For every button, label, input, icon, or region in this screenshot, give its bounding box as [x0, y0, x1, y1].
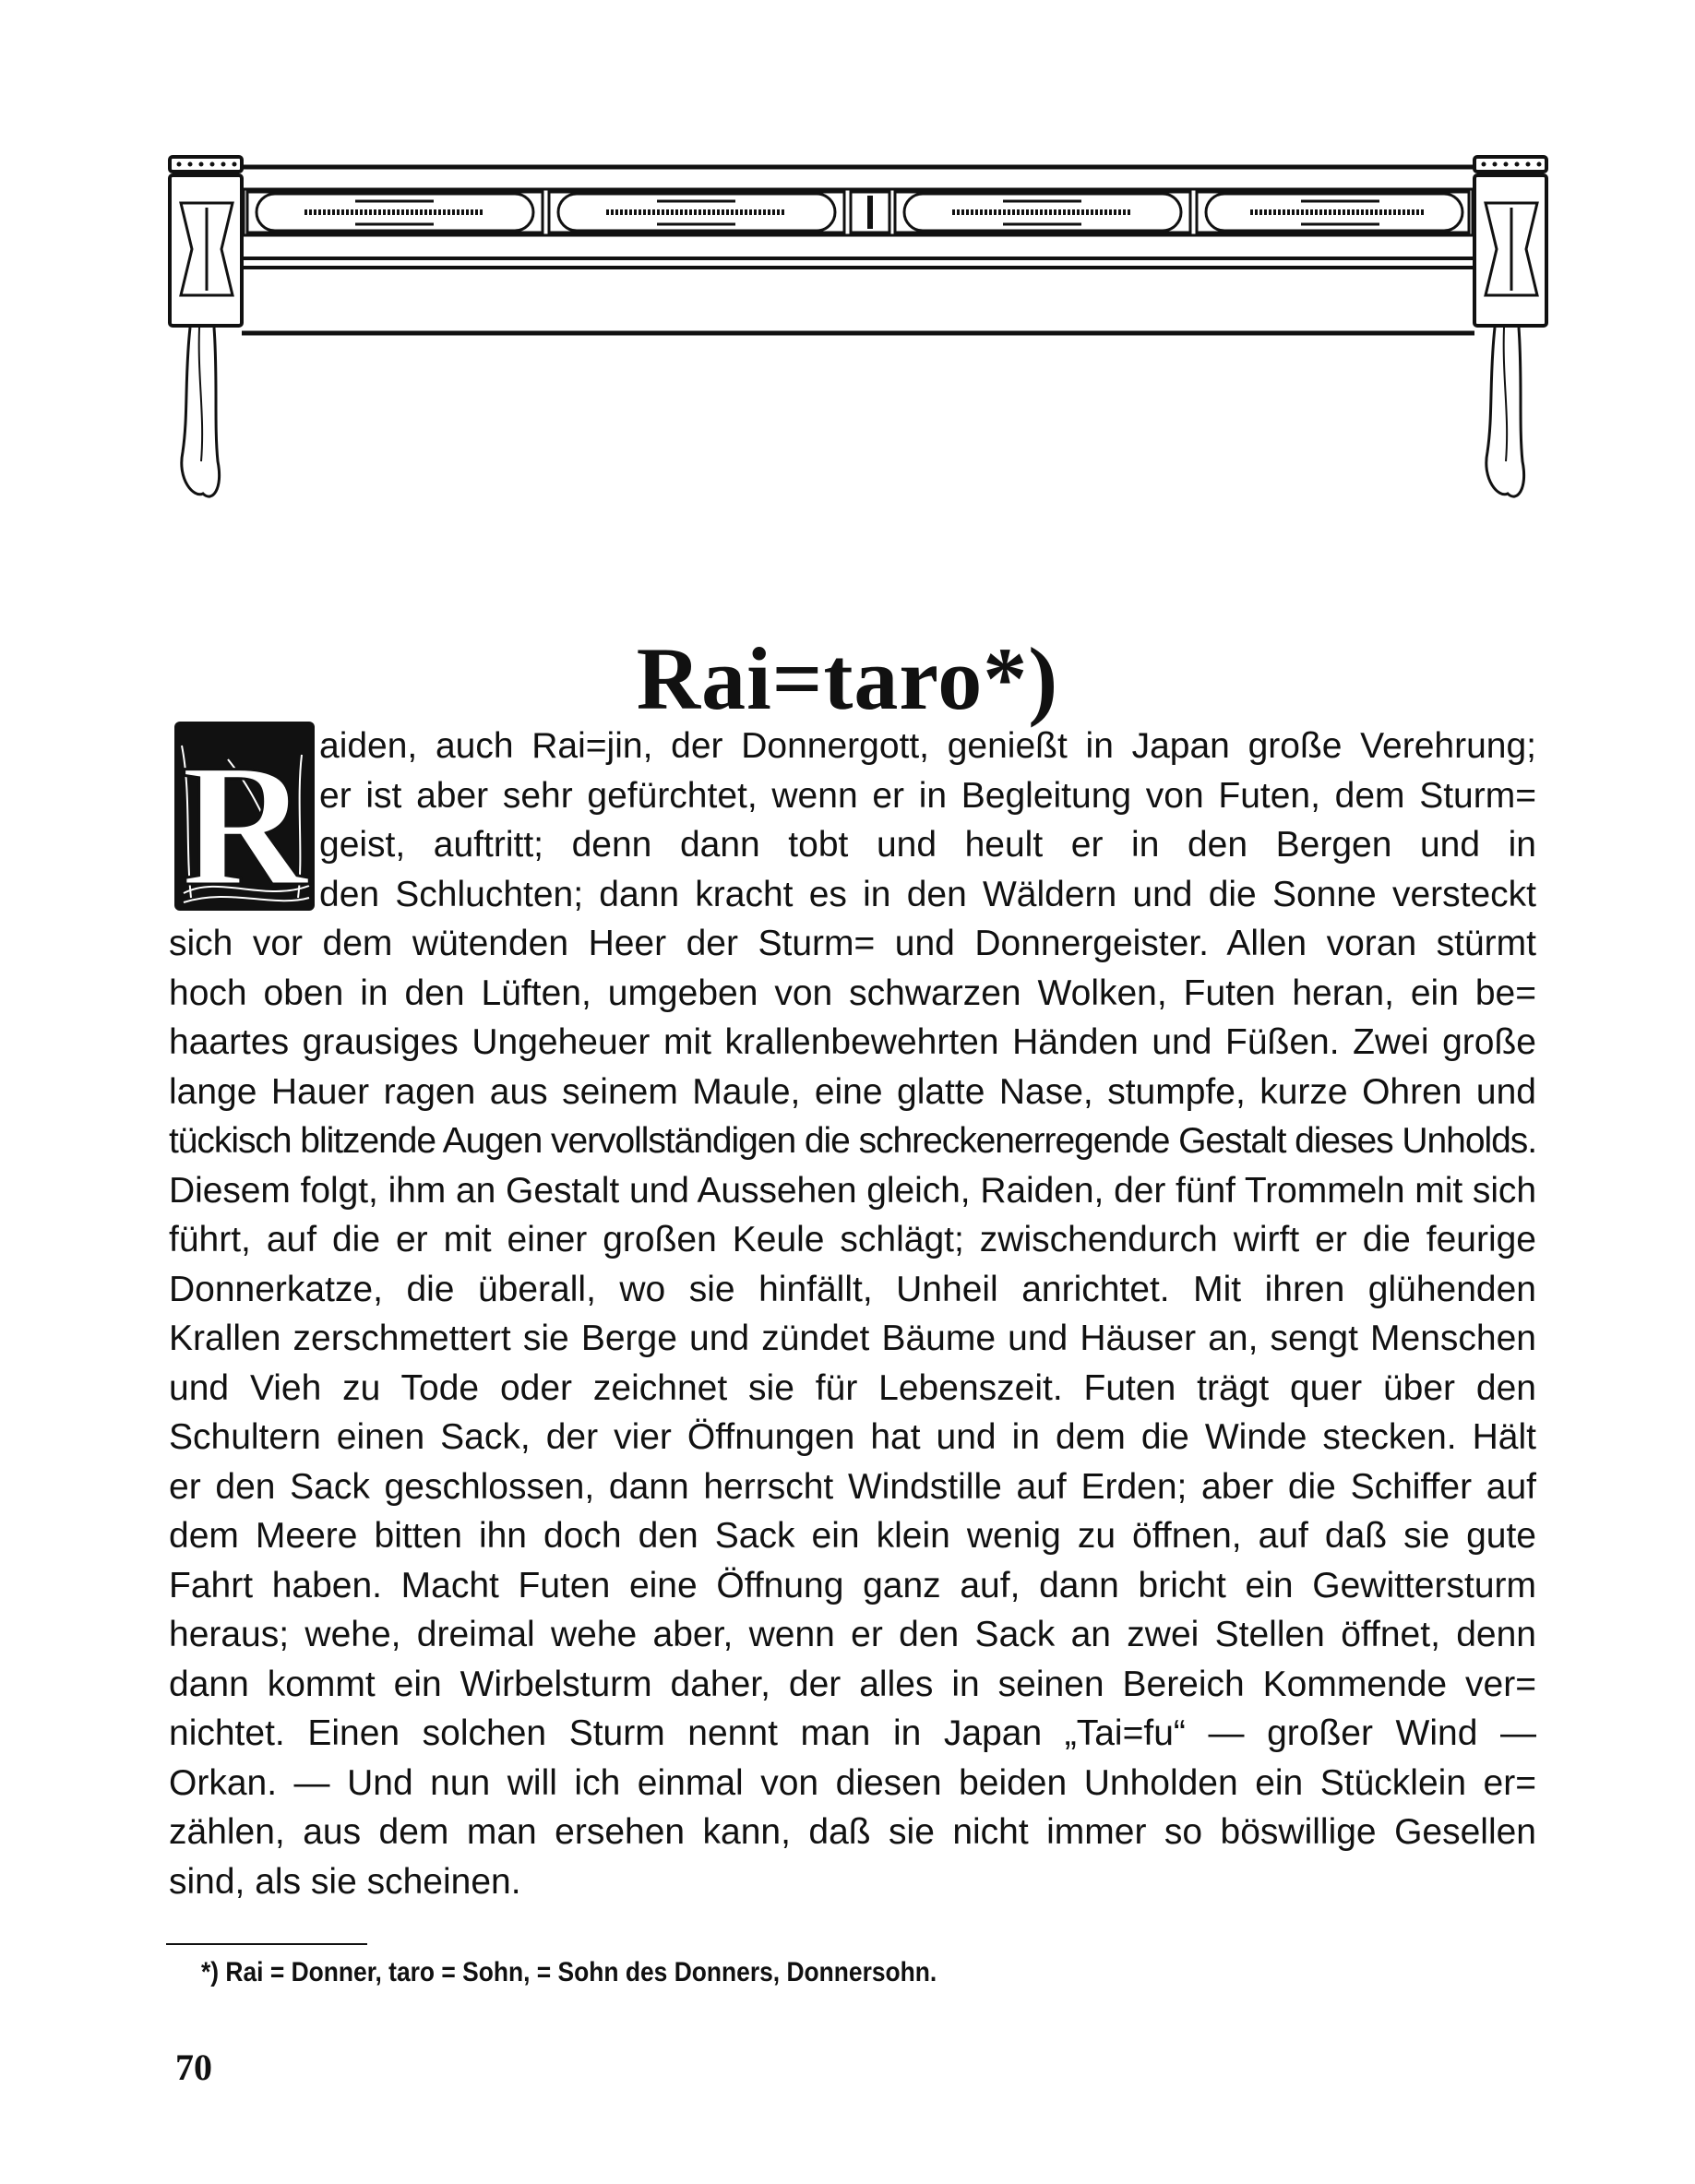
- center-block: [851, 192, 889, 233]
- text-line: Donnerkatze, die überall, wo sie hinfällt, Unheil anrichtet. Mit ihren glühenden: [169, 1269, 1536, 1309]
- text-line: tückisch blitzende Augen vervollständigen die schreckenerregende Gestalt dieses Unholds.: [169, 1121, 1536, 1161]
- text-line: er den Sack geschlossen, dann herrscht Windstille auf Erden; aber die Schiffer auf: [169, 1466, 1536, 1507]
- text-line: dann kommt ein Wirbelsturm daher, der alles in seinen Bereich Kommende ver=: [169, 1664, 1536, 1704]
- text-line: Diesem folgt, ihm an Gestalt und Aussehen gleich, Raiden, der fünf Trommeln mit sich: [169, 1170, 1537, 1211]
- right-post: [1474, 157, 1546, 496]
- text-line: Krallen zerschmettert sie Berge und zündet Bäume und Häuser an, sengt Menschen: [169, 1319, 1536, 1358]
- text-line: sich vor dem wütenden Heer der Sturm= und Donnergeister. Allen voran stürmt: [169, 924, 1536, 963]
- text-line: und Vieh zu Tode oder zeichnet sie für Lebenszeit. Futen trägt quer über den: [169, 1367, 1536, 1408]
- text-line: er ist aber sehr gefürchtet, wenn er in Begleitung von Futen, dem Sturm=: [319, 775, 1536, 816]
- text-line: heraus; wehe, dreimal wehe aber, wenn er den Sack an zwei Stellen öffnet, denn: [169, 1615, 1536, 1654]
- text-line: geist, auftritt; denn dann tobt und heult er in den Bergen und in: [319, 825, 1536, 865]
- text-line: Fahrt haben. Macht Futen eine Öffnung ganz auf, dann bricht ein Gewittersturm: [169, 1565, 1536, 1605]
- text-line: zählen, aus dem man ersehen kann, daß sie nicht immer so böswillige Gesellen: [169, 1812, 1536, 1852]
- cartouche-1: [247, 192, 543, 233]
- page-number: 70: [175, 2047, 212, 2088]
- text-line: hoch oben in den Lüften, umgeben von schwarzen Wolken, Futen heran, ein be=: [169, 973, 1536, 1013]
- text-line: nichtet. Einen solchen Sturm nennt man in Japan „Tai=fu“ — großer Wind —: [169, 1713, 1536, 1753]
- decorative-frieze-icon: [157, 138, 1559, 535]
- text-line: lange Hauer ragen aus seinem Maule, eine glatte Nase, stumpfe, kurze Ohren und: [169, 1071, 1536, 1112]
- text-line: dem Meere bitten ihn doch den Sack ein klein wenig zu öffnen, auf daß sie gute: [169, 1516, 1536, 1556]
- cartouche-3: [895, 192, 1190, 233]
- body-text: [169, 722, 1536, 1906]
- cartouche-2: [549, 192, 844, 233]
- footnote-divider: [166, 1943, 367, 1945]
- text-line: haartes grausiges Ungeheuer mit krallenbewehrten Händen und Füßen. Zwei große: [169, 1022, 1536, 1062]
- left-post: [170, 157, 242, 496]
- text-line: führt, auf die er mit einer großen Keule schlägt; zwischendurch wirft er die feurige: [169, 1220, 1536, 1259]
- text-line: sind, als sie scheinen.: [169, 1861, 521, 1902]
- text-line: Orkan. — Und nun will ich einmal von diesen beiden Unholden ein Stücklein er=: [169, 1762, 1536, 1803]
- footnote: *) Rai = Donner, taro = Sohn, = Sohn des Donners, Donnersohn.: [201, 1957, 937, 1987]
- text-line: aiden, auch Rai=jin, der Donnergott, genießt in Japan große Verehrung;: [319, 726, 1536, 766]
- page-title: Rai=taro*): [636, 629, 1059, 729]
- drop-cap-letter: R: [181, 729, 308, 913]
- text-line: den Schluchten; dann kracht es in den Wäldern und die Sonne versteckt: [319, 874, 1536, 914]
- cartouche-4: [1197, 192, 1469, 233]
- text-line: Schultern einen Sack, der vier Öffnungen hat und in dem die Winde stecken. Hält: [169, 1417, 1536, 1457]
